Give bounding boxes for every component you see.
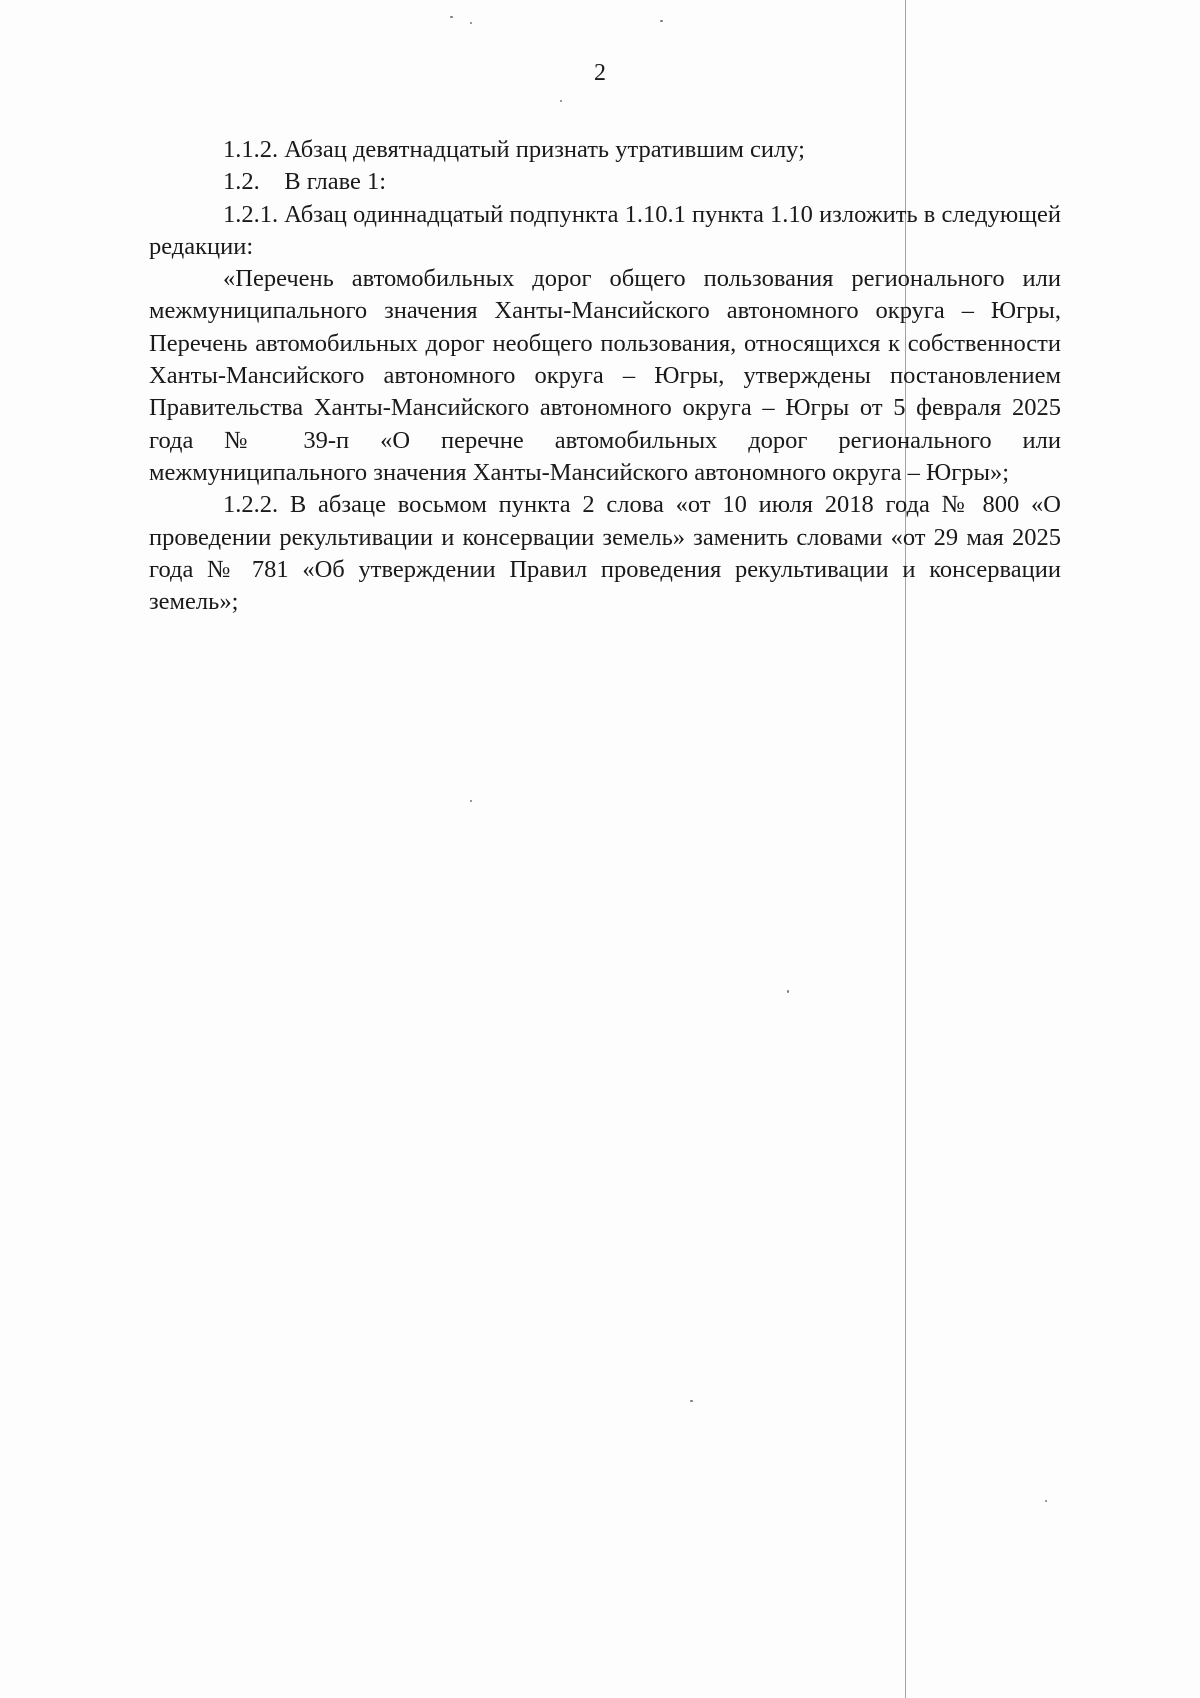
scan-speck [470,800,472,802]
paragraph-1-2-2: 1.2.2. В абзаце восьмом пункта 2 слова «от 10 июля 2018 года № 800 «О проведении рекультивации и консервации земель» заменить словами «от 29 мая 2025 года № 781 «Об утверждении Правил проведения рекультивации и консервации земель»; [149,491,1061,616]
scan-speck [450,16,453,18]
scan-speck [787,990,789,993]
page-number: 2 [594,60,606,86]
scan-speck [1045,1500,1047,1502]
document-body [149,134,1061,618]
paragraph-1-2-1: 1.2.1. Абзац одиннадцатый подпункта 1.10.1 пункта 1.10 изложить в следующей редакции: [149,200,1061,260]
scan-speck [660,20,663,22]
scan-speck [690,1400,693,1402]
paragraph-1-1-2: 1.1.2. Абзац девятнадцатый признать утратившим силу; [223,136,805,163]
scan-speck [470,22,472,24]
scan-speck [560,100,562,102]
paragraph-1-2: 1.2. В главе 1: [223,168,387,196]
paragraph-quote: «Перечень автомобильных дорог общего пользования регионального или межмуниципального значения Ханты-Мансийского автономного округа – Югры, Перечень автомобильных дорог необщего пользования, относящихся к собственности Ханты-Мансийского автономного округа – Югры, утверждены постановлением Правительства Ханты-Мансийского автономного округа – Югры от 5 февраля 2025 года № 39-п «О перечне автомобильных дорог регионального или межмуниципального значения Ханты-Мансийского автономного округа – Югры»; [149,265,1061,486]
